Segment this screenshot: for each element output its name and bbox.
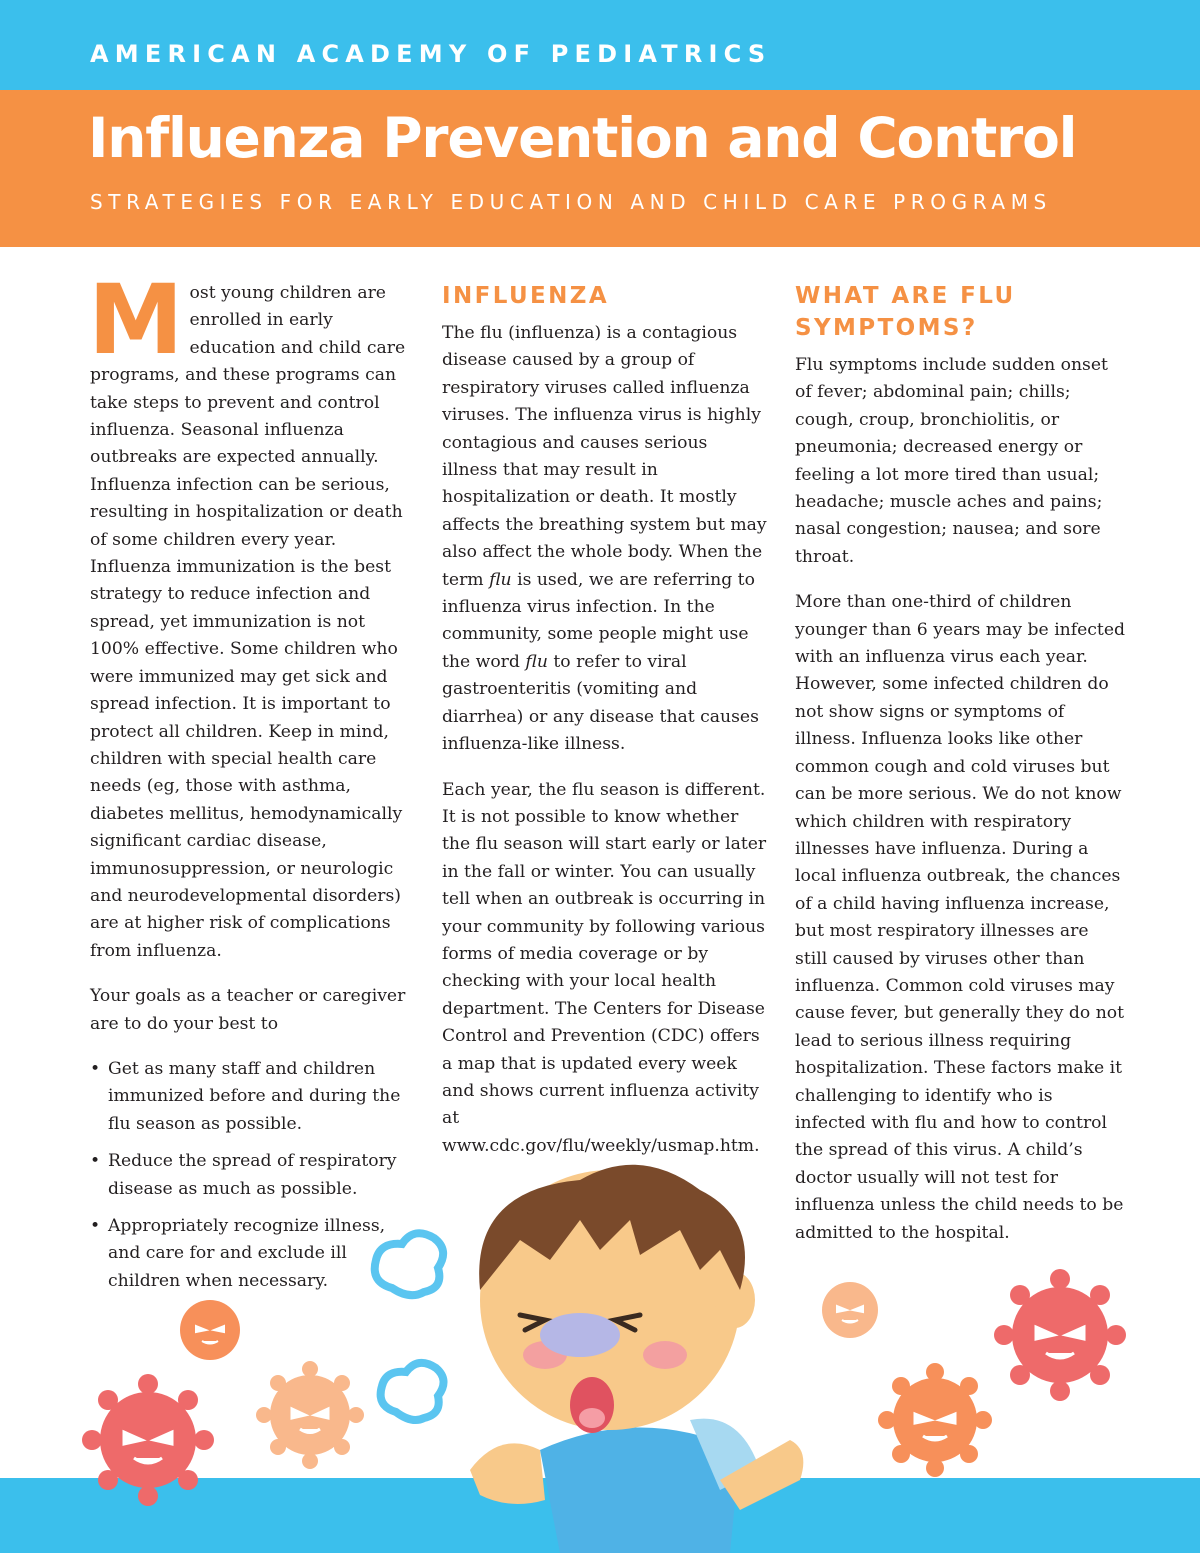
child-figure xyxy=(470,1165,803,1553)
intro-text: ost young children are enrolled in early education and child care programs, and these programs can take steps to prevent and control influenza. Seasonal influenza outbreaks are expected annually. Influenza infection can be serious, resulting in hospitalization or death of some children every year. Influenza immunization is the best strategy to reduce infection and spread, yet immunization is not 100% effective. Some children who were immunized may get sick and spread infection. It is important to protect all children. Keep in mind, children with special health care needs (eg, those with asthma, diabetes mellitus, hemodynamically significant cardiac disease, immunosuppression, or neurologic and neurodevelopmental disorders) are at higher risk of complications from influenza. xyxy=(90,283,406,961)
germ-icon xyxy=(180,1300,240,1360)
influenza-paragraph-1: The flu (influenza) is a contagious disease caused by a group of respiratory viruses called influenza viruses. The influenza virus is highly contagious and causes serious illness that may result in hospitalization or death. It mostly affects the breathing system but may also affect the whole body. When the term flu is used, we are referring to influenza virus infection. In the community, some people might use the word flu to refer to viral gastroenteritis (vomiting and diarrhea) or any disease that causes influenza-like illness. xyxy=(442,323,767,755)
symptoms-paragraph-1: Flu symptoms include sudden onset of fever; abdominal pain; chills; cough, croup, bronchiolitis, or pneumonia; decreased energy or feeling a lot more tired than usual; headache; muscle aches and pains; nasal congestion; nausea; and sore throat. xyxy=(795,355,1108,567)
middle-column xyxy=(442,280,767,1178)
intro-paragraph xyxy=(88,264,410,965)
goals-intro: Your goals as a teacher or caregiver are to do your best to xyxy=(90,986,406,1034)
germ-icon xyxy=(994,1269,1126,1401)
right-column xyxy=(795,280,1125,1265)
bullet-icon: • xyxy=(90,1216,101,1236)
drop-cap: M xyxy=(88,264,184,376)
germ-icon xyxy=(878,1363,992,1477)
germ-icon xyxy=(82,1374,214,1506)
influenza-heading: INFLUENZA xyxy=(442,283,610,309)
germ-icon xyxy=(822,1282,878,1338)
goal-item: • Get as many staff and children immunized before and during the flu season as possible. xyxy=(90,1056,410,1138)
symptoms-heading: WHAT ARE FLU SYMPTOMS? xyxy=(795,283,1016,341)
cough-puff-icon xyxy=(375,1233,443,1295)
sick-child-illustration xyxy=(0,1150,1200,1553)
bullet-icon: • xyxy=(90,1058,101,1079)
symptoms-paragraph-2: More than one-third of children younger than 6 years may be infected with an influenza virus each year. However, some infected children do not show signs or symptoms of illness. Influenza looks like other common cough and cold viruses but can be more serious. We do not know which children with respiratory illnesses have influenza. During a local influenza outbreak, the chances of a child having influenza increase, but most respiratory illnesses are still caused by viruses other than influenza. Common cold viruses may cause fever, but generally they do not lead to serious illness requiring hospitalization. These factors make it challenging to identify who is infected with flu and how to control the spread of this virus. A child’s doctor usually will not test for influenza unless the child needs to be admitted to the hospital. xyxy=(795,592,1125,1243)
document-subtitle: STRATEGIES FOR EARLY EDUCATION AND CHILD CARE PROGRAMS xyxy=(90,190,1052,214)
document-title: Influenza Prevention and Control xyxy=(88,106,1077,170)
goal-item: • Appropriately recognize illness, and care for and exclude ill children when necessary. xyxy=(90,1213,410,1295)
influenza-paragraph-2: Each year, the flu season is different. It is not possible to know whether the flu season will start early or later in the fall or winter. You can usually tell when an outbreak is occurring in your community by following various forms of media coverage or by checking with your local health department. The Centers for Disease Control and Prevention (CDC) offers a map that is updated every week and shows current influenza activity at www.cdc.gov/flu/weekly/usmap.htm. xyxy=(442,779,767,1156)
cough-puff-icon xyxy=(381,1363,444,1420)
organization-name: AMERICAN ACADEMY OF PEDIATRICS xyxy=(90,40,772,68)
bullet-icon: • xyxy=(90,1151,101,1172)
goal-item: • Reduce the spread of respiratory disease as much as possible. xyxy=(90,1148,410,1203)
germ-icon xyxy=(256,1361,364,1469)
